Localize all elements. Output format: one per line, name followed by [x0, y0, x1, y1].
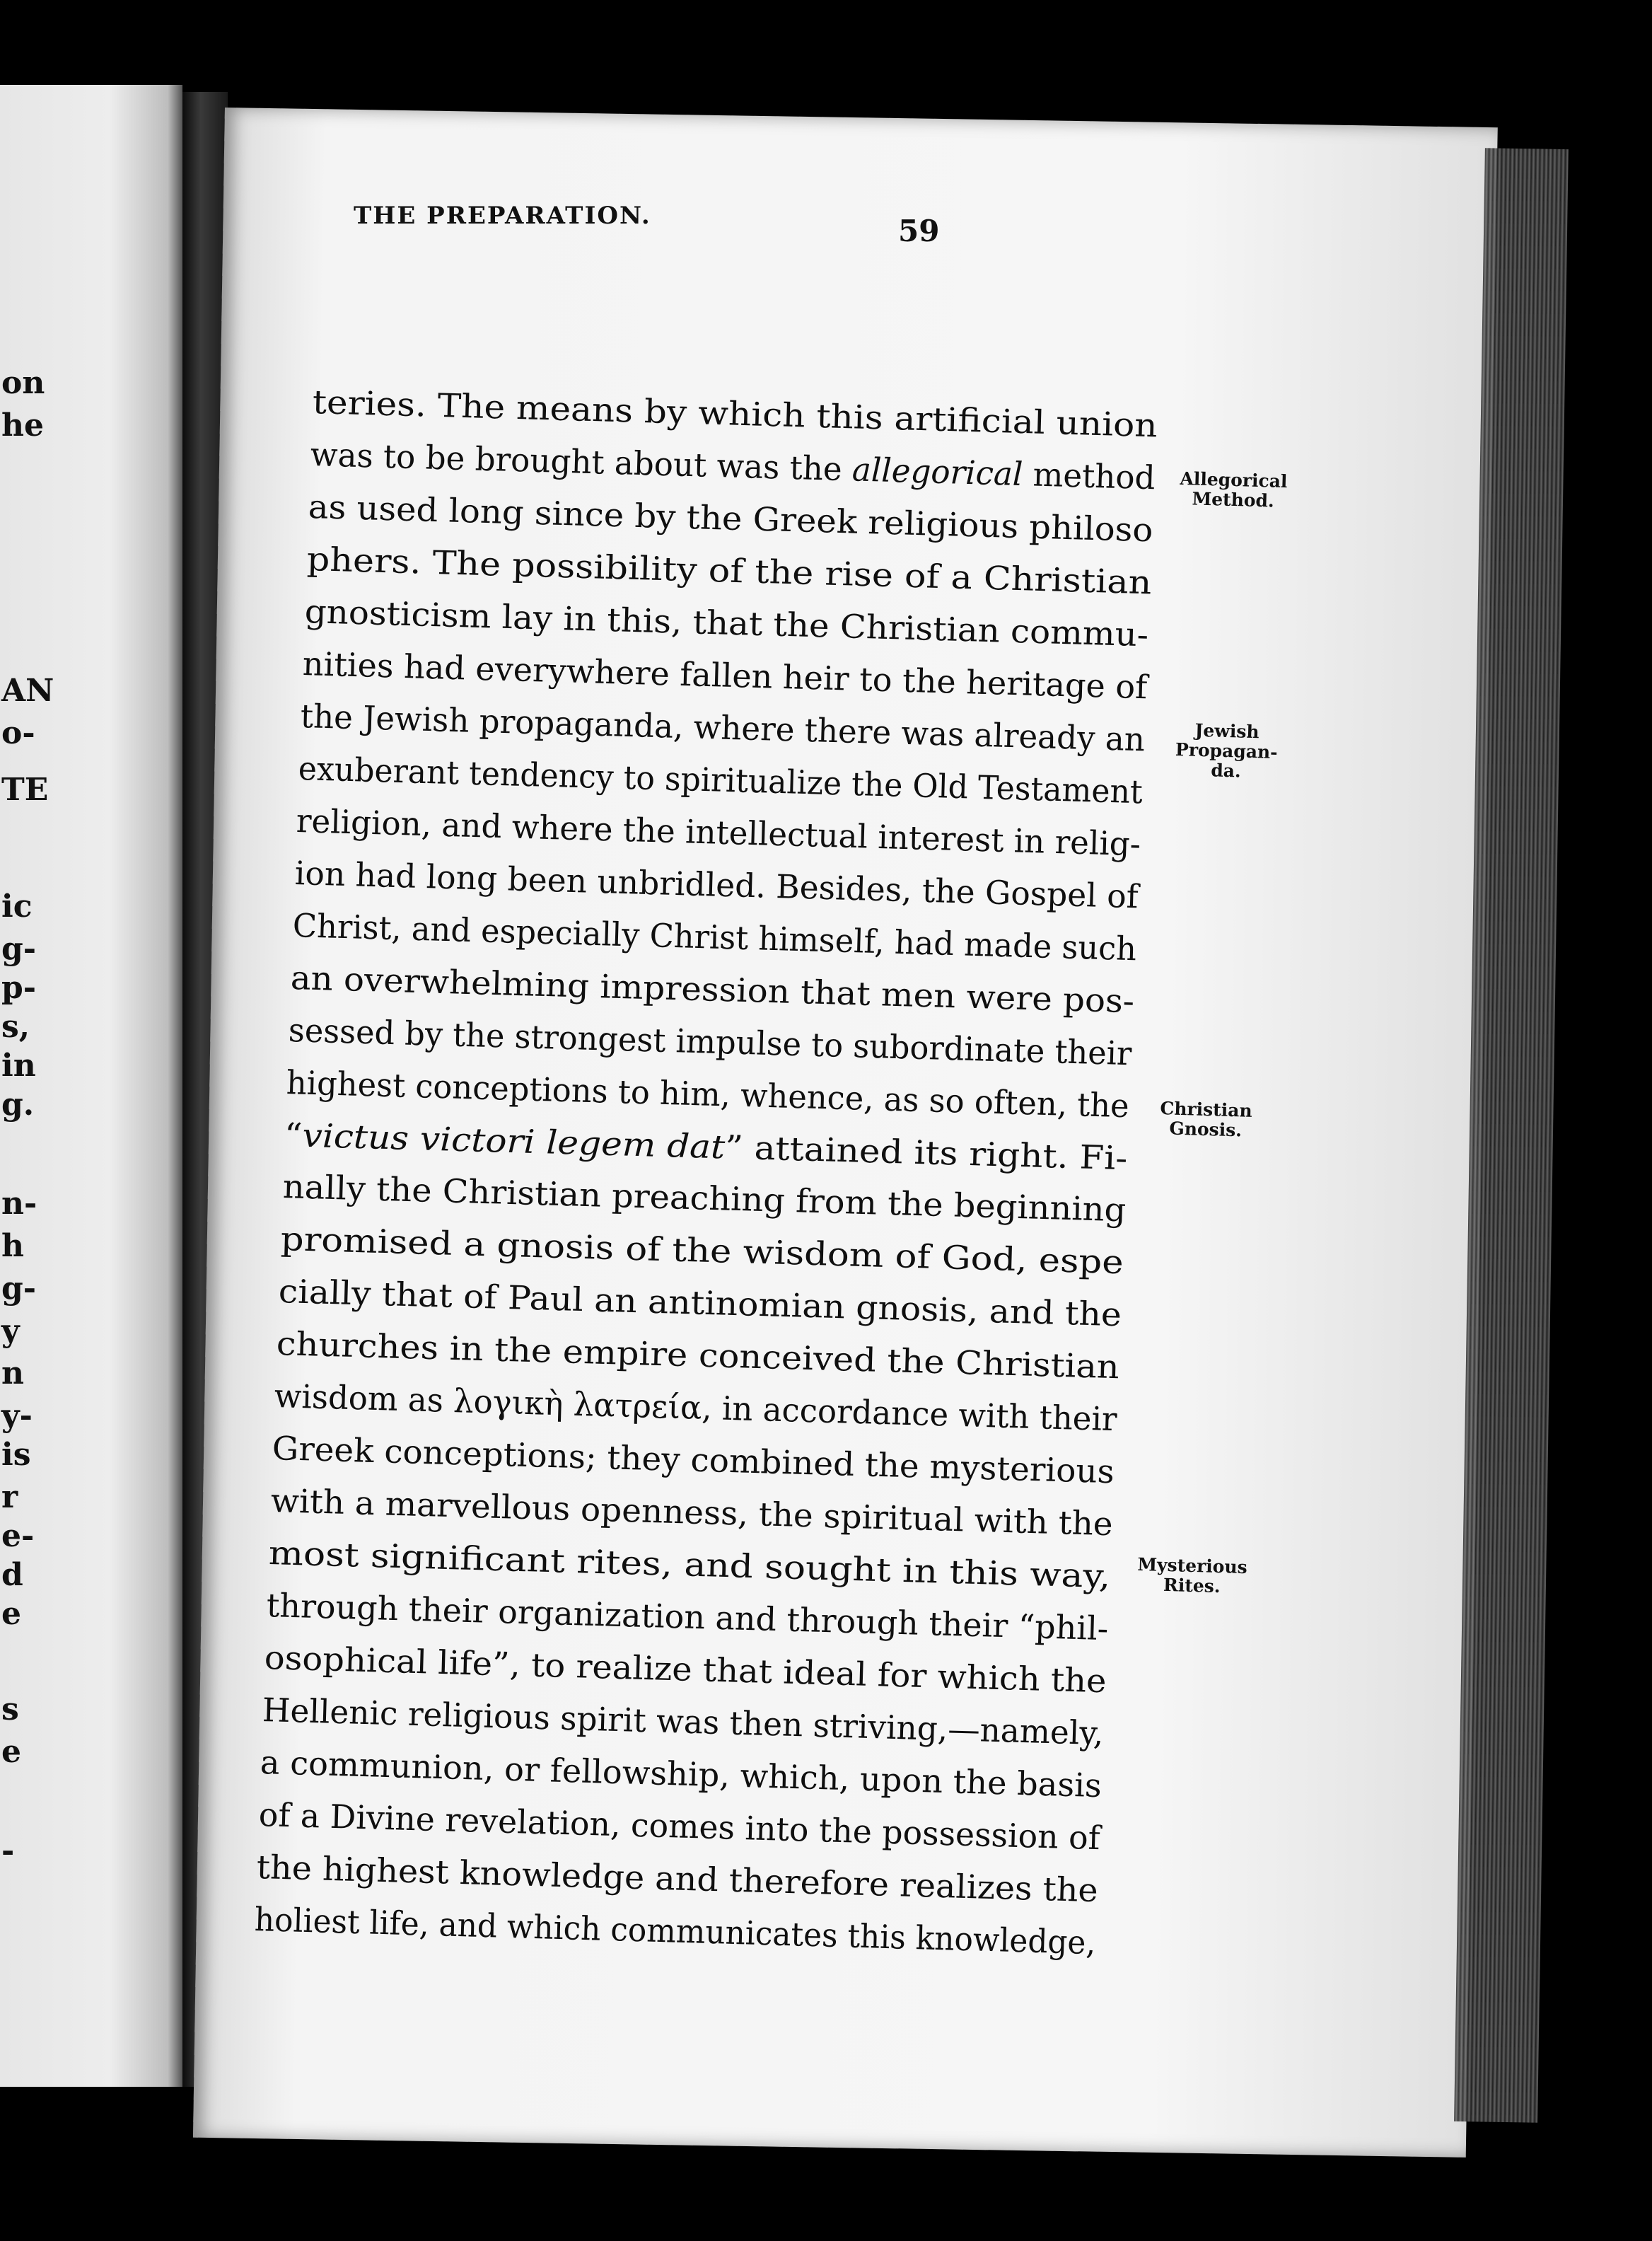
left-page-fragment-text: h [1, 1228, 24, 1264]
marginal-note-line: Rites. [1163, 1574, 1221, 1597]
left-page-fragment-text: n- [1, 1186, 37, 1222]
left-page-fragment-text: d [1, 1557, 23, 1593]
running-title: THE PREPARATION. [354, 202, 651, 230]
left-page-fragment-text: - [1, 1833, 15, 1869]
marginal-note-line: Mysterious [1137, 1553, 1248, 1578]
marginal-note-line: Christian [1160, 1098, 1253, 1121]
left-page-fragment-text: e [1, 1734, 21, 1770]
text-line: was to be brought about was the allegorical method [310, 434, 1156, 497]
marginal-note-line: da. [1210, 760, 1242, 782]
text-line: highest conceptions to him, whence, as so often, the [286, 1062, 1130, 1125]
left-page-fragment-text: ic [1, 888, 33, 925]
marginal-note [1175, 720, 1279, 782]
left-page-fragment-text: p- [1, 970, 37, 1006]
left-page-fragment-text: n [1, 1355, 24, 1391]
text-line: cially that of Paul an antinomian gnosis, and the [278, 1272, 1122, 1334]
text-line: osophical life”, to realize that ideal for which the [264, 1638, 1107, 1701]
text-line: promised a gnosis of the wisdom of God, espe [279, 1220, 1124, 1282]
text-line: churches in the empire conceived the Christian [276, 1324, 1120, 1386]
text-line: wisdom as λογικὴ λατρεία, in accordance with their [274, 1377, 1118, 1439]
text-line: through their organization and through their “phil- [266, 1586, 1109, 1648]
marginal-note-line: Gnosis. [1169, 1118, 1243, 1141]
text-line: the Jewish propaganda, where there was already an [300, 696, 1146, 759]
text-line: nally the Christian preaching from the beginning [281, 1167, 1127, 1229]
left-page-fragment-text: g- [1, 1270, 37, 1307]
text-line: an overwhelming impression that men were pos- [290, 958, 1135, 1020]
left-page-fragment-text: y [1, 1313, 20, 1349]
text-line: Christ, and especially Christ himself, had made such [291, 905, 1137, 968]
text-line: teries. The means by which this artificial union [312, 383, 1158, 445]
marginal-note [1179, 469, 1288, 511]
left-page-fragment-text: is [1, 1437, 31, 1473]
text-line: Greek conceptions; they combined the mysterious [272, 1429, 1115, 1491]
left-page-fragment-text: in [1, 1048, 36, 1084]
text-line: ion had long been unbridled. Besides, the Gospel of [293, 853, 1139, 915]
left-page-fragment-text: he [1, 407, 44, 444]
left-page-fragment-text: y- [1, 1398, 33, 1434]
text-line: exuberant tendency to spiritualize the Old Testament [298, 748, 1144, 811]
left-page-fragment-text: r [1, 1479, 18, 1515]
text-line: the highest knowledge and therefore realizes the [256, 1848, 1099, 1910]
text-line: holiest life, and which communicates this knowledge, [254, 1900, 1097, 1962]
text-line: nities had everywhere fallen heir to the heritage of [302, 644, 1148, 707]
left-page-fragment-text: on [1, 365, 45, 401]
left-page-fragment-text: e- [1, 1518, 35, 1554]
marginal-note-line: Allegorical [1180, 468, 1288, 492]
text-line: phers. The possibility of the rise of a Christian [306, 539, 1152, 602]
text-line: Hellenic religious spirit was then striving,—namely, [262, 1691, 1105, 1753]
text-line: most significant rites, and sought in this way, [268, 1534, 1111, 1596]
text-line: of a Divine revelation, comes into the possession of [257, 1795, 1101, 1858]
page-number: 59 [898, 214, 940, 248]
text-line: with a marvellous openness, the spiritual with the [269, 1481, 1113, 1544]
text-line: gnosticism lay in this, that the Christian commu- [303, 591, 1149, 654]
text-line: “victus victori legem dat” attained its right. Fi- [284, 1115, 1129, 1177]
marginal-note [1136, 1555, 1247, 1597]
marginal-note-line: Method. [1192, 488, 1275, 511]
left-page-fragment-text: s [1, 1691, 19, 1727]
marginal-note-line: Jewish [1194, 719, 1260, 743]
marginal-note-line: Propagan- [1175, 739, 1278, 763]
text-line: religion, and where the intellectual interest in relig- [296, 801, 1142, 864]
text-line: a communion, or fellowship, which, upon the basis [260, 1743, 1103, 1805]
left-page-fragment-text: s, [1, 1009, 30, 1045]
text-line: as used long since by the Greek religious philoso [308, 487, 1154, 550]
left-page-fragment-text: o- [1, 715, 35, 751]
text-line: sessed by the strongest impulse to subordinate their [288, 1010, 1133, 1072]
marginal-note [1159, 1099, 1252, 1141]
left-page-fragment-text: g. [1, 1087, 35, 1123]
left-page-fragment-text: AN [1, 673, 54, 709]
left-page-fragment-text: e [1, 1596, 21, 1632]
left-page-fragment-text: TE [1, 772, 49, 808]
left-page-fragment-text: g- [1, 931, 37, 967]
